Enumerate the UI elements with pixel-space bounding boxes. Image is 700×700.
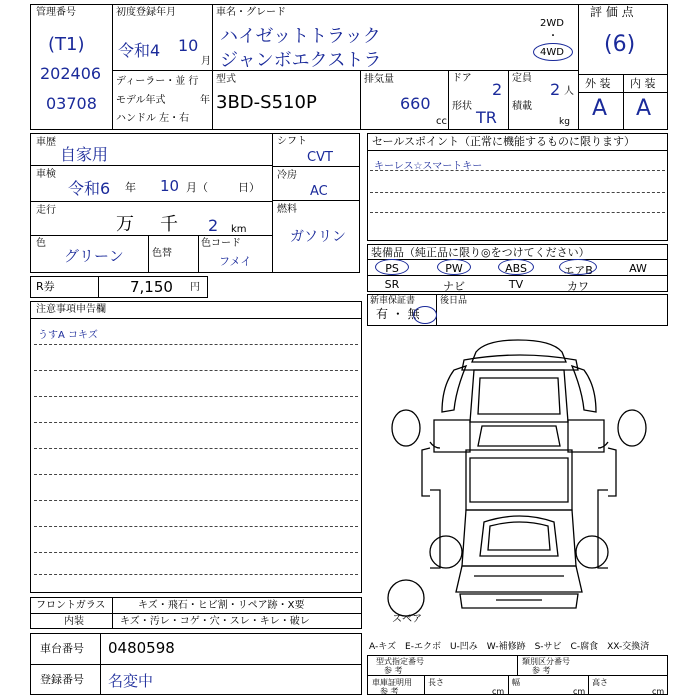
equip-sr: SR <box>384 278 400 291</box>
ext-value: A <box>592 96 608 121</box>
mileage-value: 2 <box>208 216 219 235</box>
load-label: 積載 <box>512 101 532 112</box>
color-code-label: 色コード <box>201 238 241 249</box>
grade-label: 評 価 点 <box>590 5 634 19</box>
load-unit: kg <box>559 117 570 127</box>
drive-2wd: 2WD <box>540 18 564 29</box>
displacement-unit: cc <box>436 116 447 127</box>
r-label: R券 <box>36 280 55 293</box>
mgmt-code: (T1) <box>48 34 85 55</box>
int-label: 内 装 <box>630 77 656 90</box>
equipment-title: 装備品（純正品に限り◎をつけてください） <box>371 246 590 259</box>
warranty-label: 新車保証書 <box>370 296 416 306</box>
first-reg-month: 10 <box>178 36 199 55</box>
inspection-year-unit: 年 <box>125 181 136 194</box>
class-sub: 参 考 <box>532 666 551 675</box>
r-unit: 円 <box>190 282 200 293</box>
inspection-label: 車検 <box>36 169 56 180</box>
height-label: 高さ <box>592 678 608 687</box>
drive-4wd-circle <box>533 43 573 61</box>
name-line2: ジャンボエクストラ <box>220 50 382 71</box>
inspection-day-unit: 日） <box>238 181 260 194</box>
ext-label: 外 装 <box>585 77 611 90</box>
drive-dot: ・ <box>548 31 558 42</box>
grade-value: (6) <box>604 32 636 57</box>
dealer-label: ディーラー・並 行 <box>116 76 199 87</box>
mgmt-label: 管理番号 <box>36 7 76 18</box>
capacity-label: 定員 <box>512 73 532 84</box>
displacement-label: 排気量 <box>364 74 394 85</box>
inspection-month-unit: 月（ <box>186 181 208 194</box>
door-label: ドア <box>452 73 472 84</box>
model-year-label: モデル年式 <box>116 95 166 106</box>
capacity-unit: 人 <box>564 86 574 97</box>
sales-title: セールスポイント（正常に機能するものに限ります） <box>372 135 636 148</box>
chassis-label: 車台番号 <box>40 642 84 655</box>
car-diagram <box>370 330 668 630</box>
history-value: 自家用 <box>60 145 109 164</box>
notes-title: 注意事項申告欄 <box>36 304 106 315</box>
history-label: 車歴 <box>36 137 56 148</box>
shift-value: CVT <box>307 150 333 165</box>
color-label: 色 <box>36 238 46 249</box>
int-value: A <box>636 96 652 121</box>
handle-label: ハンドル 左・右 <box>116 113 190 124</box>
height-cm: cm <box>652 687 665 696</box>
width-label: 幅 <box>512 678 520 687</box>
reg-value: 名変中 <box>108 672 154 690</box>
equip-pw: PW <box>445 262 463 275</box>
ac-value: AC <box>310 184 328 199</box>
first-reg-label: 初度登録年月 <box>116 7 176 18</box>
warranty-value: 有 ・ 無 <box>376 307 420 321</box>
cert-label: 車庫証明用 <box>372 678 412 687</box>
ac-label: 冷房 <box>277 170 297 181</box>
displacement-value: 660 <box>400 94 431 113</box>
front-glass-value: キズ・飛石・ヒビ割・リペア跡・X要 <box>138 600 305 611</box>
class-label: 類別区分番号 <box>522 657 570 666</box>
type-desig-label: 型式指定番号 <box>376 657 424 666</box>
fuel-value: ガソリン <box>290 229 346 245</box>
notes-line1: うすA コキズ <box>38 330 98 341</box>
shape-value: TR <box>476 108 497 127</box>
name-line1: ハイゼットトラック <box>220 26 381 47</box>
mileage-unit: km <box>231 224 247 235</box>
color-code-value: フメイ <box>219 255 252 268</box>
equip-tv: TV <box>508 278 524 291</box>
color-change-label: 色替 <box>152 248 172 259</box>
interior-value: キズ・汚レ・コゲ・穴・スレ・キレ・破レ <box>120 616 310 627</box>
type-desig-sub: 参 考 <box>384 666 403 675</box>
equip-abs: ABS <box>505 262 527 275</box>
warranty-none-circle <box>413 306 437 324</box>
after-label: 後日品 <box>440 296 468 306</box>
mileage-label: 走行 <box>36 205 56 216</box>
color-value: グリーン <box>64 247 124 265</box>
type-label: 型式 <box>216 74 236 85</box>
inspection-month: 10 <box>160 177 180 195</box>
fuel-label: 燃料 <box>277 204 297 215</box>
equip-navi: ナビ <box>443 280 465 293</box>
length-cm: cm <box>492 687 505 696</box>
r-section <box>30 276 208 298</box>
equip-airbag-circle <box>559 259 597 275</box>
shift-label: シフト <box>277 136 307 147</box>
equip-airbag: エアB <box>563 264 593 277</box>
equip-pw-circle <box>437 259 471 275</box>
first-reg-era: 令和4 <box>118 41 161 60</box>
cert-sub: 参 考 <box>380 687 399 696</box>
drive-4wd: 4WD <box>540 47 564 58</box>
capacity-value: 2 <box>550 80 561 99</box>
mgmt-num1: 202406 <box>40 64 102 83</box>
mileage-sen: 千 <box>160 214 178 235</box>
mileage-man: 万 <box>116 214 134 235</box>
r-value: 7,150 <box>130 278 173 296</box>
chassis-value: 0480598 <box>108 639 175 657</box>
mgmt-num2: 03708 <box>46 94 97 113</box>
front-glass-label: フロントガラス <box>36 600 106 611</box>
type-value: 3BD-S510P <box>216 92 317 113</box>
width-cm: cm <box>573 687 586 696</box>
legend-text: A-キズ E-エクボ U-凹み W-補修跡 S-サビ C-腐食 XX-交換済 <box>369 642 650 652</box>
reg-label: 登録番号 <box>40 673 84 686</box>
model-year-unit: 年 <box>200 95 210 106</box>
equip-ps: PS <box>385 262 399 275</box>
first-reg-unit: 月 <box>201 56 211 67</box>
sales-line1: キーレス☆スマートキー <box>374 161 483 172</box>
name-label: 車名・グレード <box>216 7 286 18</box>
equip-ps-circle <box>375 259 409 275</box>
equip-aw: AW <box>629 262 647 275</box>
door-value: 2 <box>492 80 503 99</box>
equip-abs-circle <box>498 259 534 275</box>
length-label: 長さ <box>428 678 444 687</box>
interior-label: 内装 <box>64 616 84 627</box>
equip-leather: カワ <box>567 280 589 293</box>
shape-label: 形状 <box>452 101 472 112</box>
spare-label: スペア <box>392 614 422 625</box>
inspection-era: 令和6 <box>68 179 111 198</box>
